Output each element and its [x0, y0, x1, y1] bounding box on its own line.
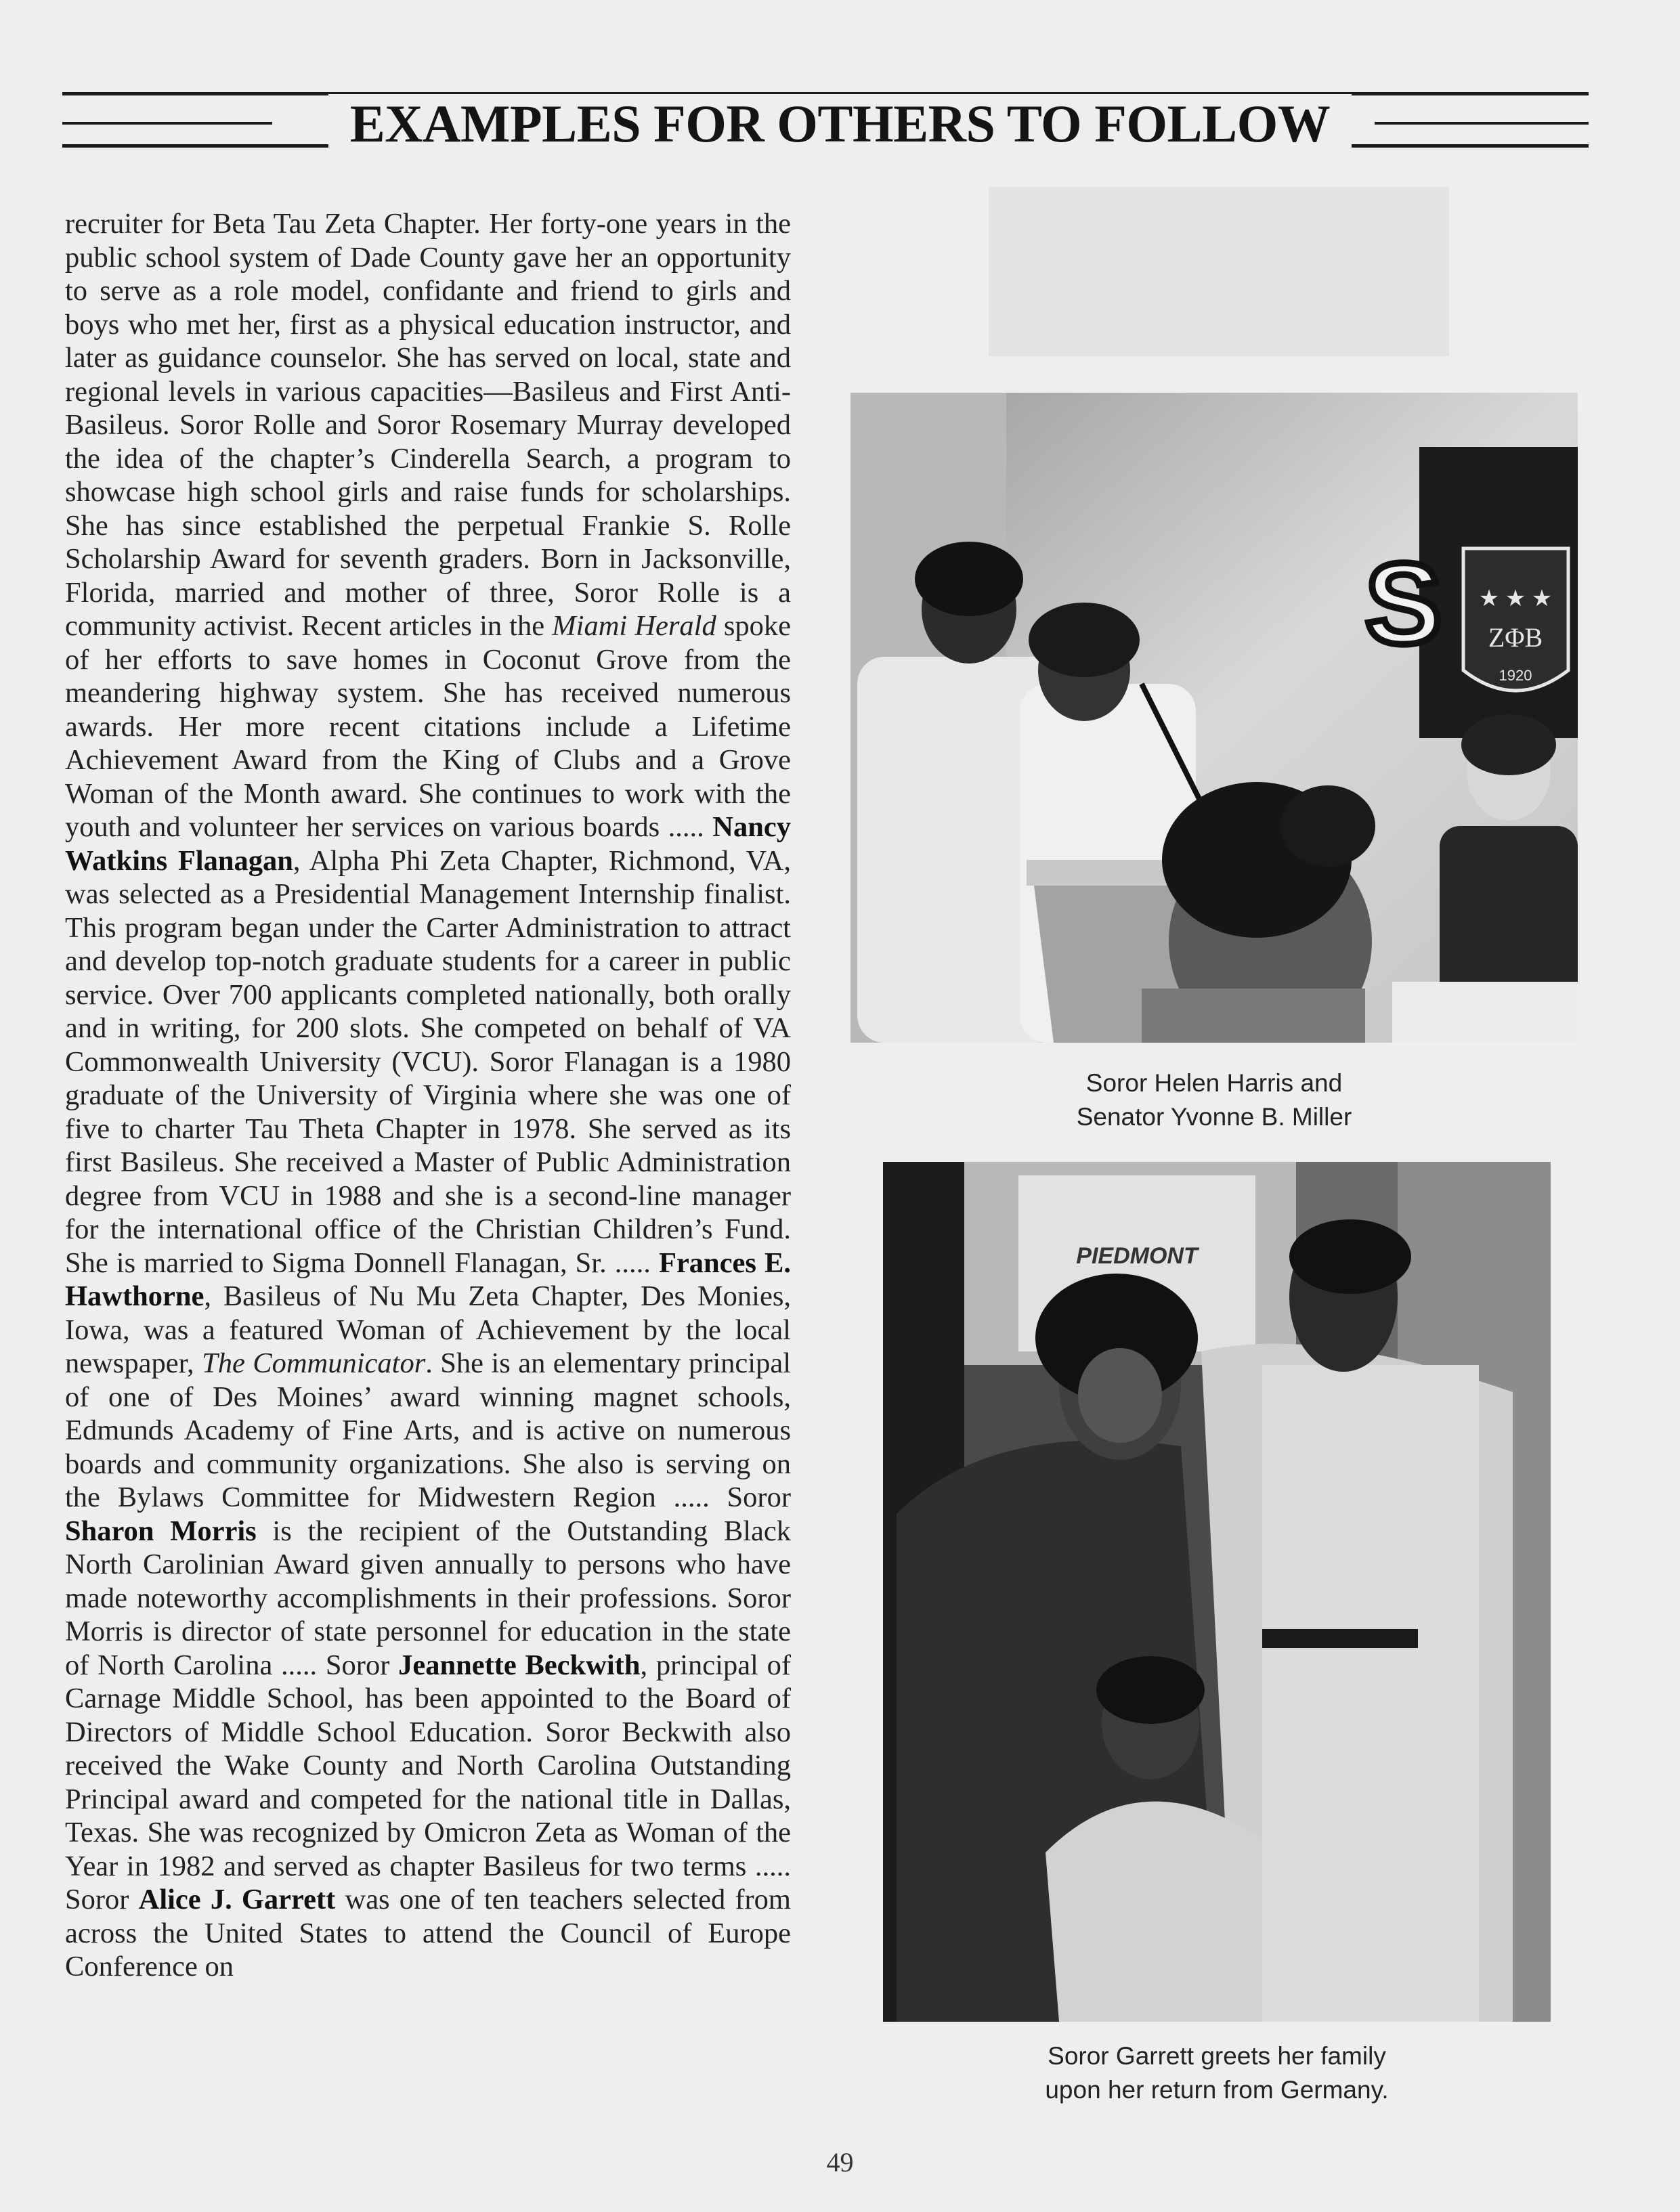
bleed-patch	[989, 187, 1449, 356]
name-morris: Sharon Morris	[65, 1515, 257, 1547]
article-column	[65, 207, 791, 1984]
name-beckwith: Jeannette Beckwith	[398, 1649, 641, 1681]
photo-garrett-family	[883, 1162, 1551, 2022]
caption-top-photo: Soror Helen Harris and Senator Yvonne B. Miller	[1076, 1069, 1352, 1131]
caption-bottom-photo: Soror Garrett greets her family upon her return from Germany.	[1045, 2042, 1389, 2104]
svg-text:PIEDMONT: PIEDMONT	[1076, 1243, 1198, 1269]
svg-text:S: S	[1365, 540, 1442, 668]
svg-text:★ ★ ★: ★ ★ ★	[1478, 586, 1553, 611]
name-garrett: Alice J. Garrett	[138, 1884, 336, 1915]
photo-helen-harris	[850, 393, 1578, 1043]
article-text: recruiter for Beta Tau Zeta Chapter. Her forty-one years in the public school system of Dade County gave her an opportunity to serve as a role model, confidante and friend to girls and boys who met her, first as a physical education instructor, and later as guidance counselor. She has served on local, state and regional levels in various capacities—Basileus and First Anti-Basileus. Soror Rolle and Soror Rosemary Murray developed the idea of the chapter’s Cinderella Search, a program to showcase high school girls and raise funds for scholarships. She has since established the perpetual Frankie S. Rolle Scholarship Award for seventh graders. Born in Jacksonville, Florida, married and mother of three, Soror Rolle is a community activist. Recent articles in the Miami Herald spoke of her efforts to save homes in Coconut Grove from the meandering highway system. She has received numerous awards. Her more recent citations include a Lifetime Achievement Award from the King of Clubs and a Grove Woman of the Month award. She continues to work with the youth and volunteer her services on various boards ..... Nancy Watkins Flanagan, Alpha Phi Zeta Chapter, Richmond, VA, was selected as a Presidential Management Internship finalist. This program began under the Carter Administration to attract and develop top-notch graduate students for a career in public service. Over 700 applicants completed nationally, both orally and in writing, for 200 slots. She competed on behalf of VA Commonwealth University (VCU). Soror Flanagan is a 1980 graduate of the University of Virginia where she was one of five to charter Tau Theta Chapter in 1978. She served as its first Basileus. She received a Master of Public Administration degree from VCU in 1988 and she is a second-line manager for the international office of the Christian Children’s Fund. She is married to Sigma Donnell Flanagan, Sr. ..... Frances E. Hawthorne, Basileus of Nu Mu Zeta Chapter, Des Monies, Iowa, was a featured Woman of Achievement by the local newspaper, The Communicator. She is an elementary principal of one of Des Moines’ award winning magnet schools, Edmunds Academy of Fine Arts, and is active on numerous boards and community organizations. She also is serving on the Bylaws Committee for Midwestern Region ..... Soror Sharon Morris is the recipient of the Outstanding Black North Carolinian Award given annually to persons who have made noteworthy accomplishments in their professions. Soror Morris is director of state personnel for education in the state of North Carolina ..... Soror Jeannette Beckwith, principal of Carnage Middle School, has been appointed to the Board of Directors of Middle School Education. Soror Beckwith also received the Wake County and North Carolina Outstanding Principal award and competed for the national title in Dallas, Texas. She was recognized by Omicron Zeta as Woman of the Year in 1982 and served as chapter Basileus for two terms ..... Soror Alice J. Garrett was one of ten teachers selected from across the United States to attend the Council of Europe Conference on	[65, 208, 792, 1982]
svg-text:ΖΦΒ: ΖΦΒ	[1488, 622, 1543, 653]
page-number: 49	[826, 2147, 854, 2177]
photo-helen-harris-image	[850, 393, 1578, 1043]
name-flanagan: Nancy Watkins Flanagan	[65, 811, 791, 877]
svg-text:1920: 1920	[1499, 667, 1532, 684]
name-hawthorne: Frances E. Hawthorne	[65, 1246, 791, 1312]
photo-garrett-family-image	[883, 1162, 1551, 2022]
page-title: EXAMPLES FOR OTHERS TO FOLLOW	[0, 87, 1680, 161]
